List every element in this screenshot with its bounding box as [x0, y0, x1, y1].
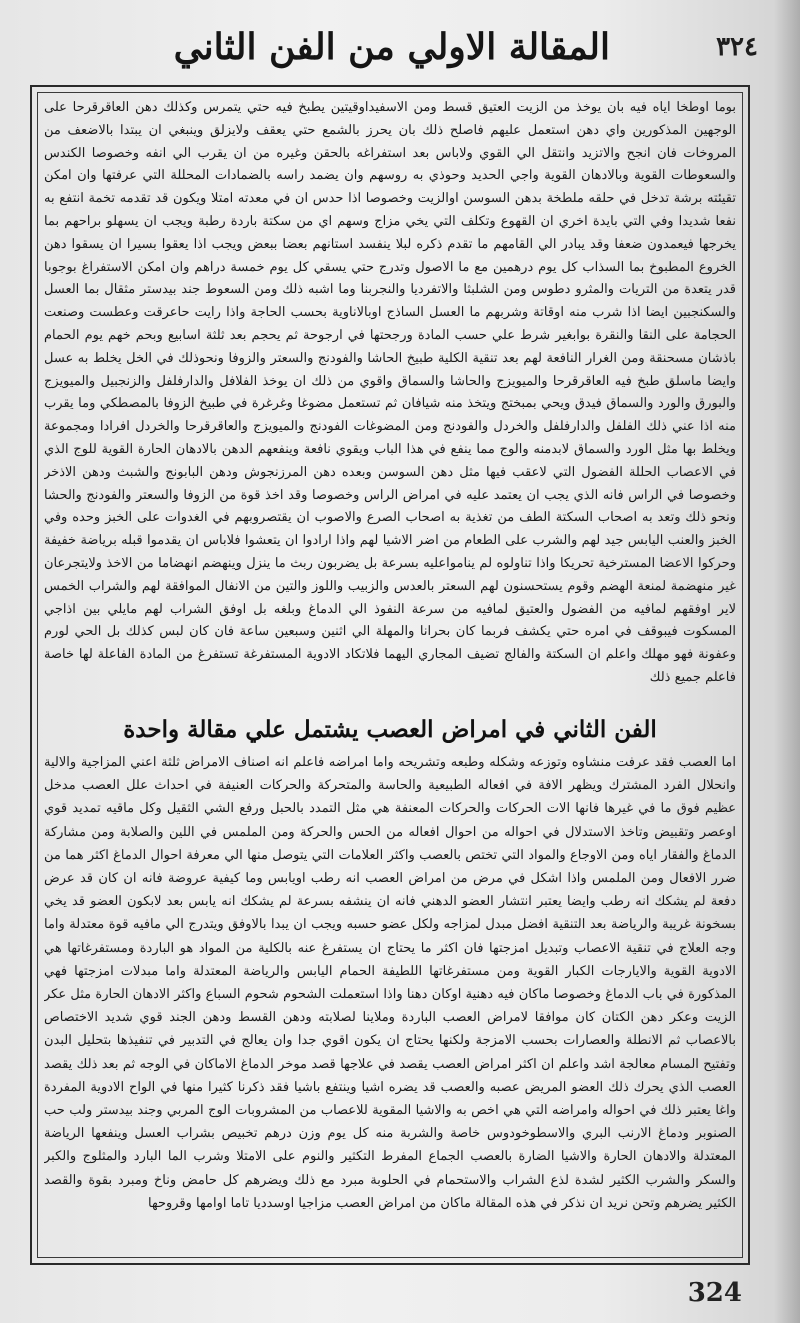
- text-block-second: اما العصب فقد عرفت منشاوه وتوزعه وشكله وطبعه وتشريحه واما امراضه فاعلم انه اصناف الامراض ثلثة اعني المزاجية والالية وانحلال الفرد المشترك ويظهر الافة في افعاله الطبيعية والحاسة والمتحركة والحركات العنيفة في احداث علل العصب مدخل عظيم فوق ما في غيرها فانها الات الحركات والحركات المعنفة هي مثل التمدد بالحبل ورفع الشي الثقيل وكل ماقيه تمديد قوي اوعصر وتقبيض وتاخذ الاستدلال في احواله من احوال افعاله من الحس والحركة ومن الملمس في اللين والصلابة ومن مشاركة الدماغ والفقار اياه ومن الاوجاع والمواد التي تختص بالعصب واكثر العلامات التي يتوصل منها الي معرفة احوال الدماغ اكثر هما من ضرر الافعال ومن الملمس واذا اشكل في مرض من امراض العصب انه رطب اويابس وما كيفية عروضة فانه ان كان قد عرض دفعة لم يشكك انه رطب وايضا يعتبر انتشار العضو الدهني فانه ان ينشفه بسرعة لم يشكك انه يابس بعد لابكون العضو قد يخي بسخونة غريبة والرياضة بعد التنقية افضل مبدل لمزاجه ولكل عضو حسبه ويجب ان يبدا بالاوفق ويتدرج الي مافيه قوة معتدلة واما وجه العلاج في تنقية الاعصاب وتبديل امزجتها فان اكثر ما يحتاج ان يستفرغ عنه بالكلية من المواد هو الباردة ومستفرغاتها هي الادوية القوية والايارجات الكبار القوية ومن مستفرغاتها اللطيفة الحمام اليابس والرياضة المعتدلة واما مبدلات امزجتها فهي المذكورة في باب الدماغ وخصوصا ماكان فيه دهنية اوكان دهنا واذا استعملت الشحوم شحوم السباع واكثر الادهان الحارة مثل عكر الزيت وعكر دهن الكتان كان موافقا لامراض العصب الباردة وملاينا لصلابته ودهن القسط ودهن الجند قوي شديد الاختصاص بالاعصاب ثم الانطلة والعصارات بحسب الامزجة ولكنها يحتاج ان يكون اقوي جدا وان يعالج في التدبير في تنفيذها بتحليل البدن وتفتيح المسام معالجة اشد واعلم ان اكثر امراض العصب يقصد في علاجها قصد موخر الدماغ الاماكان في الوجه ثم بعد ذلك يقصد العصب الذي يحرك ذلك العضو المريض عصبه والعصب قد يضره اشيا وينتفع باشيا فقد ذكرنا كثيرا منها في الواح الادوية المفردة واغا يعتبر ذلك في احواله وامراضه التي هي اخص به والاشيا المقوية للاعصاب من المشروبات الوج المربي وجند بيدستر ولب حب الصنوبر ودماغ الارنب البري والاسطوخودوس خاصة والشربة منه كل يوم وزن درهم تخبيص بشراب العسل وينفعها الرياضة المعتدلة والادهان الحارة والاشيا الضارة بالعصب الجماع المفرط التكثير والنوم على الامتلا وشرب الما البارد والمثلوج والكبر والسكر والشرب الكثير لشدة لذع الشراب والاستحمام في الحلوبة مبرد مع ذلك ويضرهم كل حامض وناخ ومبرد بقوة والقصد الكثير يضرهم وتحن نريد ان نذكر في هذه المقالة ماكان من امراض العصب مزاجيا اوسدديا تاما اوامها وقروحها: [44, 755, 736, 1211]
- page-header: [90, 20, 760, 80]
- text-frame: [30, 85, 750, 1265]
- binding-shadow: [774, 0, 800, 1323]
- chapter-heading: الفن الثاني في امراض العصب يشتمل علي مقالة واحدة: [123, 716, 657, 743]
- text-column: [44, 97, 736, 1252]
- running-title: المقالة الاولي من الفن الثاني: [173, 26, 610, 68]
- page-number-bottom: 324: [687, 1278, 742, 1308]
- text-block-first: بوما اوطخا اياه فيه بان يوخذ من الزيت العتيق قسط ومن الاسفيداوقيتين يطبخ فيه حتي يتمرس وكذلك دهن العاقرقرحا على الوجهين المذكورين واي دهن استعمل عليهم فاصلح ذلك بان يحرز بالشمع حتي يعقف ولايزلق وينبغي ان يبتدا بالاضعف من المروخات فان انجح والاتزيد وانتقل الي القوي ولاباس بعد استفراغه بالحقن وغيره من ان يقرب الي انفه وخصوصا الكندس والسعوطات القوية وبالادهان القوية واجي الحديد وحوذي به روسهم وان يضمد راسه بالضمادات المحللة التي عرفتها وان امكن تقيئته برشة تدخل في حلقه ملطخة بدهن السوسن اوالزيت وخصوصا اذا حدس ان في معدته امتلا ويكون قد تقدمه تخمة انتفع به نفعا شديدا وفي التي بايدة اخري ان القهوع وتكلف التي يخي مزاج وسهم اي من سكتة باردة رطبة ويجب ان يسهلو براحهم بما يخرجها فيعمدون ضعفا وقد يبادر الي القامهم ما تقدم ذكره لبلا ينفسد استانهم بعضا ببعض ويجب اذا يعقوا بسيرا ان يسقوا دهن الخروع المطبوخ بما السذاب كل يوم درهمين مع ما الاصول وتدرج حتي يسقي كل يوم خمسة دراهم وان امكن الاستفراغ بوجوبا قدر يتعدة من التريات والمثرو دطوس ومن الشلبثا والاتفرديا والنجربنا وما اشبه ذلك ومن السعوط جند بيدستر مثقال بما العسل والسكنجبين ايضا اذا شرب منه اوقاتة وشربهم ما العسل الساذج اوبالاناوية بحسب الحاجة واذا رايت حاعرقت وعطست وصنعت الحجامة على النقا والنقرة بوابغير شرط علي حسب المادة ورجحتها في ارجوحة ثم يحجم بعد ثلثة اسابيع وبحم خهم يوم الحمام باذشان مسحنقة ومن الغرار النافعة لهم بعد تنقية الكلية طبيخ الحاشا والفودنج والسعتر والزوفا ونحوذلك في الخل يخلط به عسل وايضا ماسلق طبخ فيه العاقرقرحا والميويزج والحاشا والسماق واقوي من ذلك ان يوخذ الفلافل والدارفلفل والزنجبيل والميويزج والبورق والورد والسماق فيدق ويحي بمبختج ويتخذ منه شيافان ثم تستعمل مضوغا وغرغرة في طبيخ الزوفا بالمصطكي وما يقرب منه اذا عني ذلك الفلفل والدارفلفل والخردل والفودنج ومن المضوغات الفودنج والميويزج والعاقرقرحا والخردل افرادا ومجموعة ويخلط بها مثل الورد والسماق لابدمنه والوج مما ينفع في هذا الباب ويقوي نافعة وينفعهم الدهن بالادهان الحارة القوية للوج الذي في الاعصاب الحللة الفضول التي لاعقب فيها مثل دهن السوسن وبعده دهن المرزنجوش ودهن البابونج والشبث ودهن الاذخر وخصوصا في الراس فانه الذي يجب ان يعتمد عليه في امراض الراس وخصوصا وقد اخذ قوة من الزوفا والسعتر والفودنج والحشا ونحو ذلك وتعد به اصحاب السكتة الطف من تغذية به اصحاب الصرع والاصوب ان يقتصروبهم في الغدوات على الخبز وحده وفي الخبز والعنب اليابس جيد لهم والشرب على الطعام من اضر الاشيا لهم واذا ارادوا ان يتعشوا فلاباس ان يقدموا قبله برياضة خفيفة وحركوا الاعضا المسترخية تحريكا واذا تناولوه لم ينامواعليه بسرعة بل يضربون ربث ما ينزل وينهضم انهضاما من الاخذ ولايتجرعان غير منهضمة لمنعة الهضم وقوم يستحسنون لهم السعتر بالعدس والزبيب واللوز والتين من الانفال الموافقة لهم والشراب الخمس لاير اوفقهم لمافيه من الفضول والعتيق لمافيه من سرعة النفوذ الي الدماغ وبلغه بل اوفق الشراب لهم مايلي بين اذاجي المسكوت فيبوقف في امره حتي يكشف فربما كان بحرانا والمهلة الي اثنين وسبعين ساعة فان كان لبس كذلك بل الحي لورم وعفونة فهو مهلك واعلم ان السكتة والفالج تضيف المجاري اليهما فلاتكاد الادوية المستفرغة تستفرغ من المادة الفاعلة لها خاصة فاعلم جميع ذلك: [44, 100, 736, 685]
- page-number-top: ٣٢٤: [716, 32, 758, 62]
